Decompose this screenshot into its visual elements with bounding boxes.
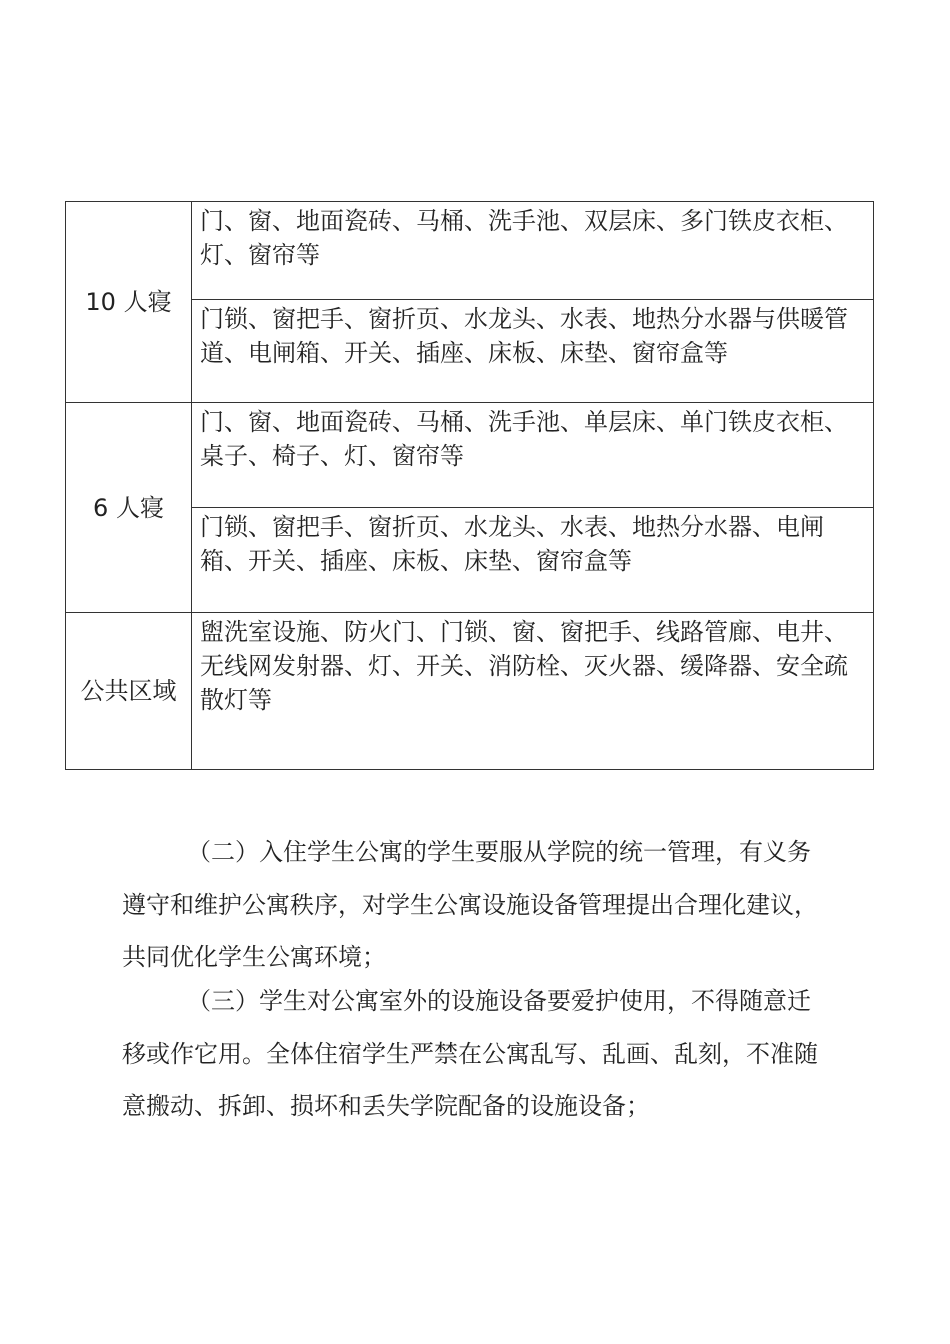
area-label-6-person: 6 人寝 <box>66 403 192 613</box>
paragraph-clause-2: （二）入住学生公寓的学生要服从学院的统一管理，有义务遵守和维护公寓秩序，对学生公寓设施设备管理提出合理化建议，共同优化学生公寓环境； <box>122 838 818 971</box>
facility-items-cell: 门锁、窗把手、窗折页、水龙头、水表、地热分水器与供暖管道、电闸箱、开关、插座、床板、床垫、窗帘盒等 <box>192 300 874 403</box>
facility-items-cell: 门、窗、地面瓷砖、马桶、洗手池、双层床、多门铁皮衣柜、灯、窗帘等 <box>192 202 874 300</box>
facility-items-cell: 盥洗室设施、防火门、门锁、窗、窗把手、线路管廊、电井、无线网发射器、灯、开关、消防栓、灭火器、缓降器、安全疏散灯等 <box>192 613 874 770</box>
paragraph-clause-3: （三）学生对公寓室外的设施设备要爱护使用，不得随意迁移或作它用。全体住宿学生严禁在公寓乱写、乱画、乱刻，不准随意搬动、拆卸、损坏和丢失学院配备的设施设备； <box>122 987 818 1120</box>
facility-items-cell: 门、窗、地面瓷砖、马桶、洗手池、单层床、单门铁皮衣柜、桌子、椅子、灯、窗帘等 <box>192 403 874 508</box>
table-row <box>66 403 874 508</box>
area-label-public: 公共区域 <box>66 613 192 770</box>
area-label-10-person: 10 人寝 <box>66 202 192 403</box>
facility-items-cell: 门锁、窗把手、窗折页、水龙头、水表、地热分水器、电闸箱、开关、插座、床板、床垫、窗帘盒等 <box>192 508 874 613</box>
table-row <box>66 202 874 300</box>
table-row <box>66 613 874 770</box>
facility-table <box>65 201 874 770</box>
